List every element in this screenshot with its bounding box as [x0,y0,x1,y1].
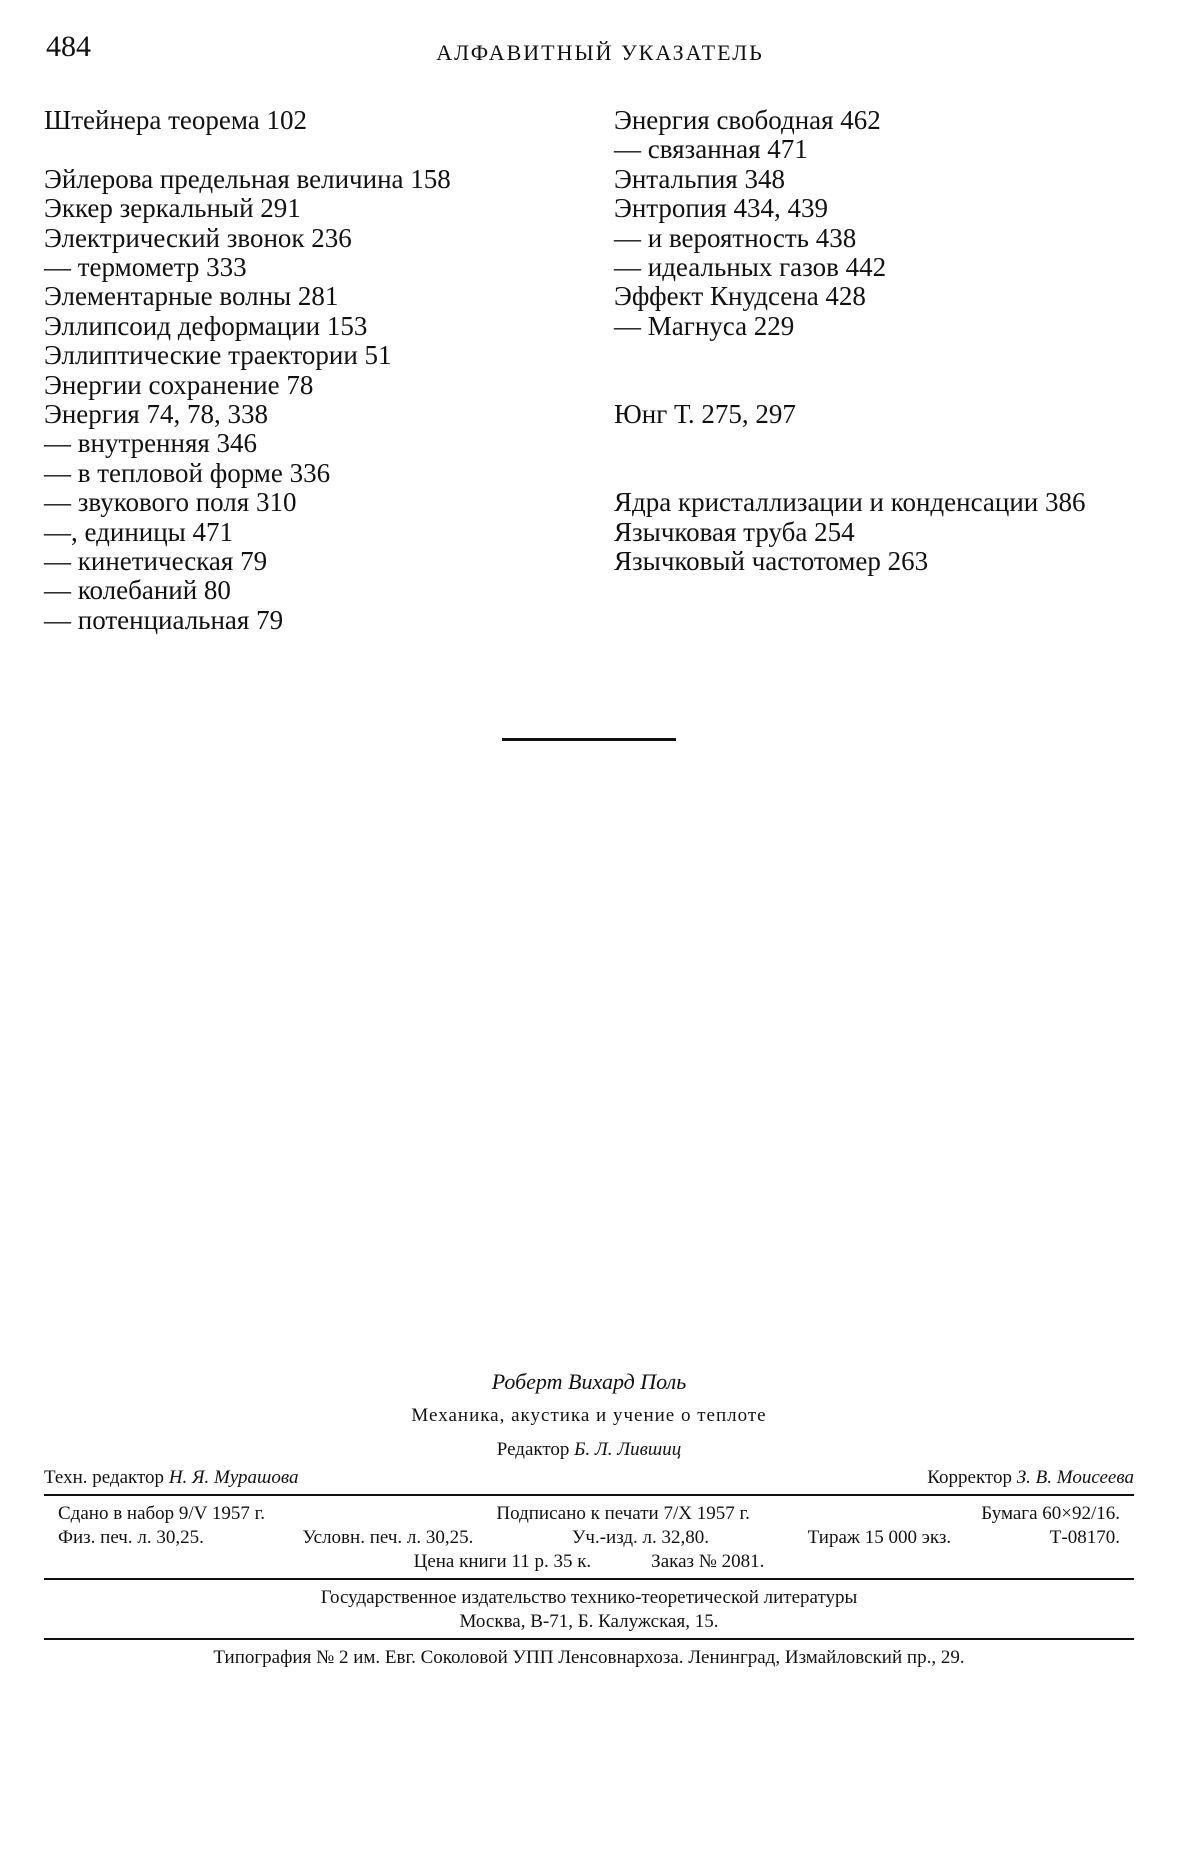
print-detail: Тираж 15 000 экз. [807,1527,952,1548]
index-entry: — и вероятность 438 [614,222,857,253]
print-volume [44,1526,1134,1550]
publisher-address: Москва, В-71, Б. Калужская, 15. [459,1611,719,1632]
index-entry: — кинетическая 79 [44,546,268,577]
index-entry: Энтропия 434, 439 [614,193,828,224]
proofreader [927,1466,1134,1490]
index-entry: —, единицы 471 [44,516,234,547]
colophon [44,1370,1134,1670]
index-column-left [44,106,584,635]
index-entry: Эйлерова предельная величина 158 [44,163,451,194]
index-entry: Электрический звонок 236 [44,222,352,253]
print-detail: Сдано в набор 9/V 1957 г. [58,1503,265,1524]
index-group-e-cont [614,106,1174,341]
book-title: Механика, акустика и учение о теплоте [411,1405,767,1426]
index-entry: Эллиптические траектории 51 [44,340,392,371]
index-entry: — связанная 471 [614,134,808,165]
print-detail: Условн. печ. л. 30,25. [302,1527,474,1548]
divider [44,1578,1134,1580]
page-number: 484 [46,30,91,63]
author-name: Роберт Вихард Поль [491,1369,687,1394]
printer-line: Типография № 2 им. Евг. Соколовой УПП Ленсовнархоза. Ленинград, Измайловский пр., 29. [213,1647,965,1668]
running-title: АЛФАВИТНЫЙ УКАЗАТЕЛЬ [436,40,764,65]
index-column-right [614,106,1174,576]
index-entry: Элементарные волны 281 [44,281,339,312]
print-detail: Цена книги 11 р. 35 к. [413,1551,592,1572]
print-detail: Подписано к печати 7/X 1957 г. [496,1503,750,1524]
editor-line [44,1438,1134,1462]
print-dates [44,1502,1134,1526]
index-group-yu [614,400,1174,429]
index-entry: Язычковая труба 254 [614,516,855,547]
print-price [44,1550,1134,1574]
index-entry: — в тепловой форме 336 [44,457,331,488]
index-entry: — колебаний 80 [44,575,231,606]
print-detail: Заказ № 2081. [651,1551,765,1572]
index-entry: Эккер зеркальный 291 [44,193,301,224]
print-detail: Т-08170. [1049,1527,1120,1548]
tech-editor-label: Техн. редактор [44,1467,165,1488]
end-rule [502,738,676,741]
index-entry: — Магнуса 229 [614,310,795,341]
index-entry: Штейнера теорема 102 [44,105,308,135]
index-entry: — идеальных газов 442 [614,252,887,283]
index-entry: — потенциальная 79 [44,604,284,635]
index-entry: Ядра кристаллизации и конденсации 386 [614,487,1086,518]
editor-name: Б. Л. Лившиц [574,1439,682,1460]
publisher-name: Государственное издательство технико-теоретической литературы [320,1587,858,1608]
divider [44,1638,1134,1640]
editor-label: Редактор [496,1439,570,1460]
staff-line [44,1466,1134,1490]
index-entry: Энтальпия 348 [614,163,785,194]
index-group-sh [44,106,584,135]
proofreader-label: Корректор [927,1467,1012,1488]
index-entry: — термометр 333 [44,252,247,283]
proofreader-name: З. В. Моисеева [1016,1467,1134,1488]
index-entry: Энергии сохранение 78 [44,369,314,400]
tech-editor-name: Н. Я. Мурашова [168,1467,299,1488]
index-entry: — внутренняя 346 [44,428,258,459]
tech-editor [44,1466,299,1490]
index-entry: — звукового поля 310 [44,487,297,518]
print-detail: Физ. печ. л. 30,25. [58,1527,204,1548]
index-group-ya [614,488,1174,576]
print-detail: Уч.-изд. л. 32,80. [571,1527,710,1548]
index-entry: Энергия свободная 462 [614,105,881,135]
index-group-e [44,165,584,636]
index-entry: Эллипсоид деформации 153 [44,310,368,341]
divider [44,1494,1134,1496]
index-entry: Энергия 74, 78, 338 [44,399,268,430]
index-entry: Язычковый частотомер 263 [614,546,929,577]
index-entry: Эффект Кнудсена 428 [614,281,866,312]
print-detail: Бумага 60×92/16. [981,1503,1120,1524]
index-entry: Юнг Т. 275, 297 [614,399,796,430]
